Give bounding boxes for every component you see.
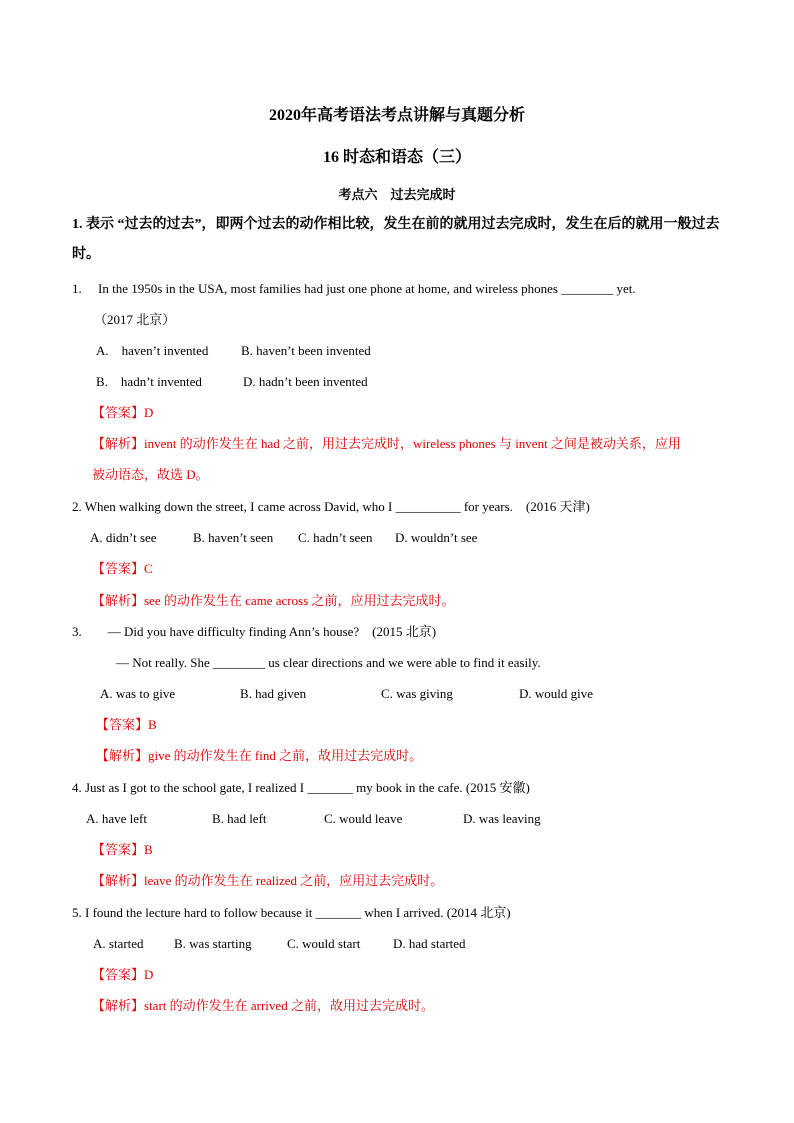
analysis-line: 【解析】see 的动作发生在 came across 之前，应用过去完成时。 [92,593,455,608]
analysis-line: 【解析】give 的动作发生在 find 之前，故用过去完成时。 [96,748,423,763]
question-stem: 5. I found the lecture hard to follow because it _______ when I arrived. (2014 北京) [72,905,511,920]
option-d: D. hadn’t been invented [243,374,368,389]
answer-line: 【答案】D [92,967,154,982]
option-a: A. was to give [100,686,176,701]
question-stem-reply: — Not really. She ________ us clear directions and we were able to find it easily. [116,655,541,670]
question-stem: 1. In the 1950s in the USA, most families had just one phone at home, and wireless phones ________ yet. [72,281,636,296]
question-stem: 4. Just as I got to the school gate, I realized I _______ my book in the cafe. (2015 安徽) [72,780,530,795]
answer-line: 【答案】B [96,717,157,732]
rule-text-line-1: 1. 表示 “过去的过去”，即两个过去的动作相比较，发生在前的就用过去完成时，发生在后的就用一般过去 [72,217,720,232]
option-b: B. had given [240,686,307,701]
question-source: （2017 北京） [94,312,176,327]
answer-line: 【答案】D [92,405,154,420]
rule-text-line-2: 时。 [72,247,100,262]
option-c: C. hadn’t seen [298,530,373,545]
document-subtitle: 16 时态和语态（三） [322,149,471,166]
option-b: B. haven’t seen [193,530,274,545]
option-c: C. was giving [381,686,453,701]
analysis-line: 【解析】leave 的动作发生在 realized 之前，应用过去完成时。 [92,873,444,888]
analysis-line: 【解析】invent 的动作发生在 had 之前，用过去完成时，wireless phones 与 invent 之间是被动关系，应用 [92,436,681,451]
question-stem: 3. — Did you have difficulty finding Ann’s house? (2015 北京) [72,624,437,639]
analysis-line: 【解析】start 的动作发生在 arrived 之前，故用过去完成时。 [92,998,434,1013]
option-d: D. was leaving [463,811,541,826]
option-c: C. would leave [324,811,403,826]
option-d: D. wouldn’t see [395,530,478,545]
option-a: A. haven’t invented [96,343,209,358]
option-b: B. was starting [174,936,252,951]
question-stem: 2. When walking down the street, I came across David, who I __________ for years. (2016 天津) [72,499,590,514]
option-c: B. hadn’t invented [96,374,202,389]
option-a: A. started [93,936,144,951]
option-b: B. had left [212,811,267,826]
answer-line: 【答案】B [92,842,153,857]
option-a: A. didn’t see [90,530,157,545]
option-b: B. haven’t been invented [241,343,371,358]
option-d: D. would give [519,686,594,701]
option-c: C. would start [287,936,361,951]
option-d: D. had started [393,936,466,951]
answer-line: 【答案】C [92,561,153,576]
document-title: 2020年高考语法考点讲解与真题分析 [268,107,525,124]
analysis-line-2: 被动语态，故选 D。 [92,467,209,482]
option-a: A. have left [86,811,148,826]
section-heading: 考点六 过去完成时 [338,187,456,202]
